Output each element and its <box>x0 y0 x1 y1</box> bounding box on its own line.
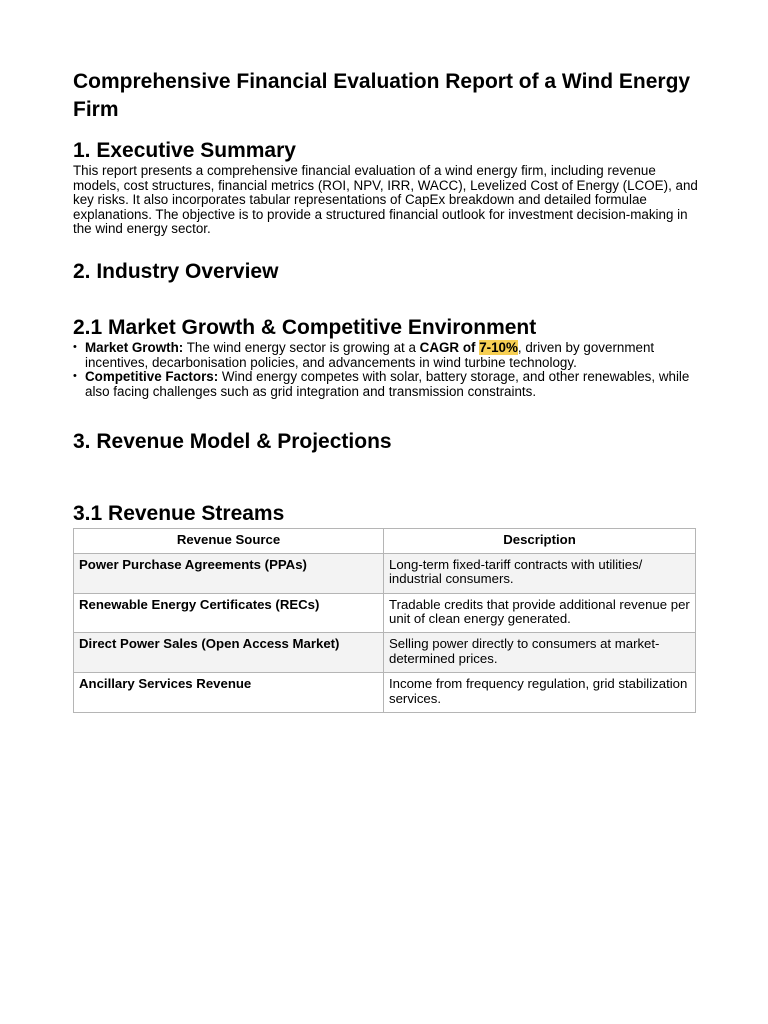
table-row <box>74 673 696 713</box>
revenue-source-cell: Power Purchase Agreements (PPAs) <box>74 553 384 593</box>
executive-summary-heading: 1. Executive Summary <box>73 139 296 162</box>
table-row <box>74 593 696 633</box>
bullet-text: , driven by government incentives, decarbonisation policies, and advancements in wind turbine technology. <box>85 339 655 370</box>
cagr-highlight: 7-10% <box>479 339 518 355</box>
revenue-source-cell: Renewable Energy Certificates (RECs) <box>74 593 384 633</box>
bullet-competitive-factors <box>73 370 698 399</box>
revenue-streams-heading: 3.1 Revenue Streams <box>73 502 285 526</box>
description-cell: Tradable credits that provide additional revenue per unit of clean energy generated. <box>384 593 696 633</box>
bullet-label: Market Growth: <box>85 339 184 355</box>
column-header: Revenue Source <box>74 529 384 553</box>
executive-summary-text: This report presents a comprehensive financial evaluation of a wind energy firm, including revenue models, cost structures, financial metrics (ROI, NPV, IRR, WACC), Levelized Cost of Energy (LCOE), and key risks. It also incorporates tabular representations of CapEx breakdown and detailed formulae explanations. The objective is to provide a structured financial outlook for investment decision-making in the wind energy sector. <box>73 163 698 237</box>
revenue-source-cell: Direct Power Sales (Open Access Market) <box>74 633 384 673</box>
description-cell: Income from frequency regulation, grid stabilization services. <box>384 673 696 713</box>
revenue-source-cell: Ancillary Services Revenue <box>74 673 384 713</box>
bullet-market-growth <box>73 341 698 370</box>
description-cell: Selling power directly to consumers at market-determined prices. <box>384 633 696 673</box>
bullet-label: Competitive Factors: <box>85 369 219 385</box>
industry-overview-heading: 2. Industry Overview <box>73 259 279 283</box>
bullet-text: Wind energy competes with solar, battery storage, and other renewables, while also facing challenges such as grid integration and transmission constraints. <box>85 369 690 399</box>
market-growth-heading: 2.1 Market Growth & Competitive Environment <box>73 315 537 339</box>
document-title: Comprehensive Financial Evaluation Report of a Wind Energy Firm <box>73 70 691 121</box>
table-row <box>74 553 696 593</box>
cagr-label: CAGR of <box>419 339 480 355</box>
bullet-text: The wind energy sector is growing at a <box>183 339 420 355</box>
description-cell: Long-term fixed-tariff contracts with utilities/ industrial consumers. <box>384 553 696 593</box>
market-bullets <box>73 341 698 399</box>
document-page <box>73 68 698 713</box>
revenue-streams-table <box>73 528 696 713</box>
table-row <box>74 633 696 673</box>
revenue-model-heading: 3. Revenue Model & Projections <box>73 430 392 454</box>
table-header-row <box>74 529 696 553</box>
column-header: Description <box>384 529 696 553</box>
